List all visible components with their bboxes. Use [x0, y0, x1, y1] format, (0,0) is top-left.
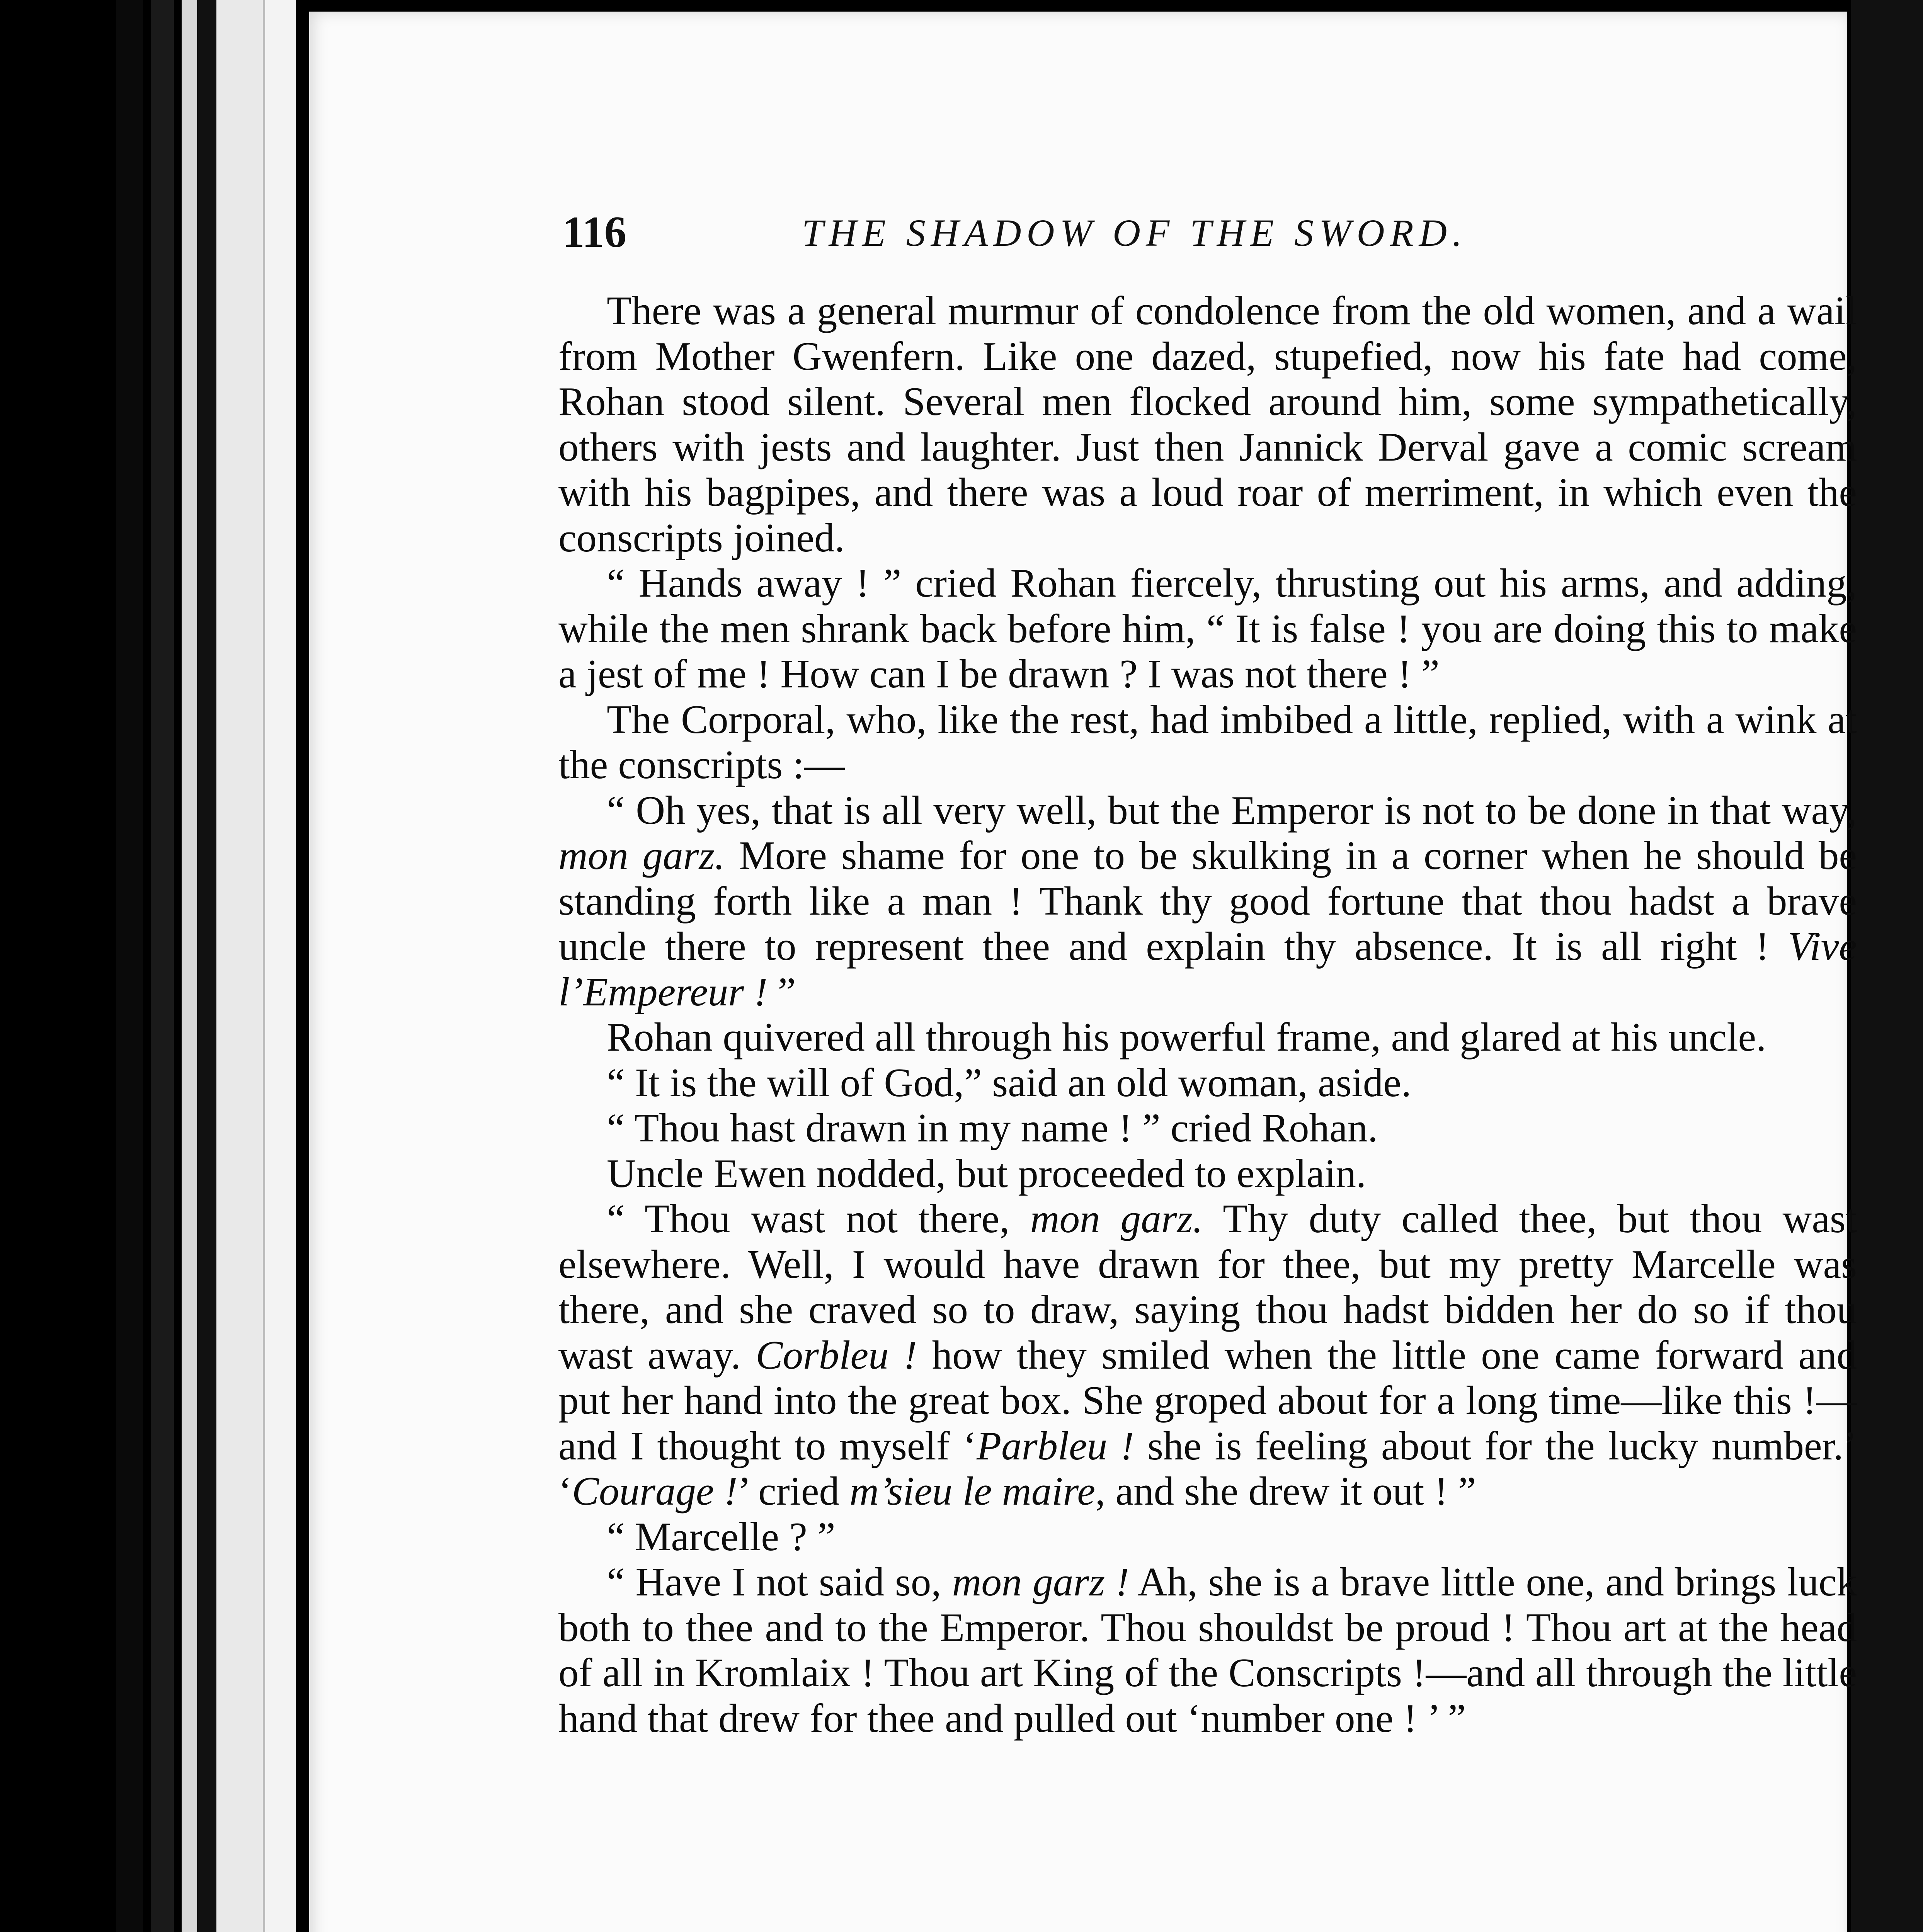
paragraph: [558, 1014, 1857, 1060]
page-header: [562, 207, 1845, 261]
paragraph: [558, 1514, 1857, 1560]
book-page: [309, 12, 1857, 1932]
italic-text: mon garz.: [1030, 1196, 1203, 1241]
text-run: “ Marcelle ? ”: [607, 1514, 836, 1559]
running-head: THE SHADOW OF THE SWORD.: [802, 211, 1467, 254]
italic-text: m’sieu le maire: [849, 1468, 1095, 1514]
paragraph: [558, 1105, 1857, 1151]
italic-text: Vive l’Empereur !: [558, 923, 1857, 1014]
text-run: “ It is the will of God,” said an old woman, aside.: [607, 1060, 1412, 1105]
text-run: More shame for one to be skulking in a corner when he should be standing forth like a man ! Thank thy good fortune that thou hadst a brave uncle there to represent thee and explain thy absence. It is all right !: [558, 833, 1857, 969]
page-stack: [216, 0, 263, 1932]
text-run: “ Thou hast drawn in my name ! ” cried Rohan.: [607, 1105, 1378, 1150]
italic-text: Parbleu !: [976, 1423, 1134, 1468]
text-run: There was a general murmur of condolence from the old women, and a wail from Mother Gwenfern. Like one dazed, stupefied, now his fate had come, Rohan stood silent. Several men flocked around him, some sympathetically, others with jests and laughter. Just then Jannick Derval gave a comic scream with his bagpipes, and there was a loud roar of merriment, in which even the conscripts joined.: [558, 288, 1857, 560]
text-run: “ Oh yes, that is all very well, but the Emperor is not to be done in that way,: [607, 787, 1857, 833]
page-stack: [263, 0, 296, 1932]
paragraph: [558, 1559, 1857, 1741]
page-number: 116: [562, 207, 627, 257]
italic-text: mon garz.: [558, 833, 725, 878]
italic-text: mon garz !: [952, 1559, 1129, 1604]
text-run: “ Have I not said so,: [607, 1559, 952, 1604]
paragraph: [558, 1151, 1857, 1196]
text-run: , and she drew it out ! ”: [1095, 1468, 1476, 1514]
text-run: “ Hands away ! ” cried Rohan fiercely, thrusting out his arms, and adding, while the men shrank back before him, “ It is false ! you are doing this to make a jest of me ! How can I be drawn ? I was not there ! ”: [558, 560, 1857, 696]
body-text: [558, 288, 1857, 1741]
book-edge: [182, 0, 197, 1932]
text-run: how they smiled when the little one came forward and put her hand into the great box. She groped about for a long time—like this !—and I thought to myself ‘: [558, 1332, 1857, 1468]
text-run: The Corporal, who, like the rest, had imbibed a little, replied, with a wink at the conscripts :—: [558, 696, 1857, 787]
paragraph: [558, 697, 1857, 787]
book-edge: [116, 0, 143, 1932]
paragraph: [558, 560, 1857, 697]
italic-text: Courage !: [572, 1468, 738, 1514]
text-run: Uncle Ewen nodded, but proceeded to explain.: [607, 1150, 1367, 1196]
book-edge: [151, 0, 174, 1932]
text-run: ”: [767, 969, 796, 1014]
text-run: “ Thou wast not there,: [607, 1196, 1030, 1241]
book-edge: [197, 0, 216, 1932]
text-run: she is feeling about for the lucky number.’ ‘: [558, 1423, 1857, 1514]
book-edge-right: [1851, 0, 1923, 1932]
paragraph: [558, 1060, 1857, 1105]
text-run: ’ cried: [737, 1468, 850, 1514]
paragraph: [558, 1196, 1857, 1514]
paragraph: [558, 787, 1857, 1015]
text-run: Thy duty called thee, but thou wast elsewhere. Well, I would have drawn for thee, but my pretty Marcelle was there, and she craved so to draw, saying thou hadst bidden her do so if thou wast away.: [558, 1196, 1857, 1378]
text-run: Ah, she is a brave little one, and brings luck both to thee and to the Emperor. Thou shouldst be proud ! Thou art at the head of all in Kromlaix ! Thou art King of the Conscripts !—and all through the little hand that drew for thee and pulled out ‘number one ! ’ ”: [558, 1559, 1857, 1741]
text-run: Rohan quivered all through his powerful frame, and glared at his uncle.: [607, 1014, 1766, 1060]
paragraph: [558, 288, 1857, 560]
italic-text: Corbleu !: [756, 1332, 917, 1378]
